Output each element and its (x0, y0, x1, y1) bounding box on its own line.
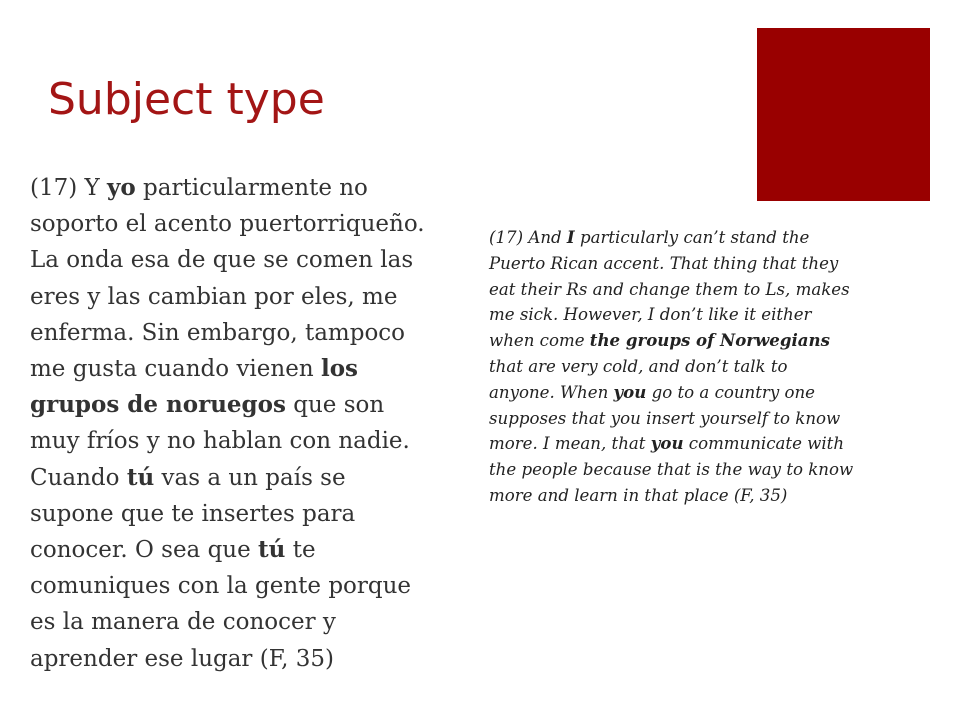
translation-line: Puerto Rican accent. That thing that they (489, 253, 839, 273)
quote-line: comuniques con la gente porque (30, 573, 412, 600)
highlight-subject: tú (126, 463, 155, 491)
highlight-subject: you (650, 433, 684, 454)
quote-line: supone que te insertes para (30, 500, 356, 527)
translation-line: that are very cold, and don’t talk to (489, 356, 788, 376)
quote-line: me gusta cuando vienen los (30, 355, 358, 383)
highlight-subject: yo (107, 174, 136, 201)
translation-line: more. I mean, that you communicate with (489, 433, 845, 454)
highlight-subject: I (566, 227, 575, 247)
highlight-subject: you (613, 381, 647, 402)
highlight-subject: grupos de noruegos (30, 391, 286, 419)
quote-line: grupos de noruegos que son (30, 391, 385, 419)
quote-line: (17) Y yo particularmente no (30, 174, 368, 201)
translation-line: when come the groups of Norwegians (489, 330, 830, 351)
highlight-subject: los (320, 355, 358, 383)
translation-line: eat their Rs and change them to Ls, makes (489, 279, 850, 299)
quote-line: soporto el acento puertorriqueño. (30, 211, 425, 238)
translation-line: anyone. When you go to a country one (489, 381, 815, 402)
translation-line: supposes that you insert yourself to know (489, 408, 841, 428)
quote-line: muy fríos y no hablan con nadie. (30, 428, 410, 455)
quote-line: La onda esa de que se comen las (30, 247, 414, 274)
translation-line: (17) And I particularly can’t stand the (489, 227, 810, 247)
highlight-subject: the groups of Norwegians (589, 330, 830, 351)
quote-line: es la manera de conocer y (30, 609, 336, 636)
translation-line: more and learn in that place (F, 35) (489, 485, 788, 505)
highlight-subject: tú (258, 536, 286, 564)
quote-line: aprender ese lugar (F, 35) (30, 645, 334, 672)
spanish-quote (30, 170, 476, 677)
quote-line: enferma. Sin embargo, tampoco (30, 319, 406, 346)
translation-line: me sick. However, I don’t like it either (489, 305, 812, 325)
quote-line: eres y las cambian por eles, me (30, 283, 398, 310)
accent-square (757, 28, 930, 201)
quote-line: conocer. O sea que tú te (30, 536, 316, 564)
slide-title: Subject type (48, 74, 325, 125)
quote-line: Cuando tú vas a un país se (30, 463, 346, 491)
translation-line: the people because that is the way to know (489, 460, 854, 480)
english-translation (489, 225, 929, 509)
